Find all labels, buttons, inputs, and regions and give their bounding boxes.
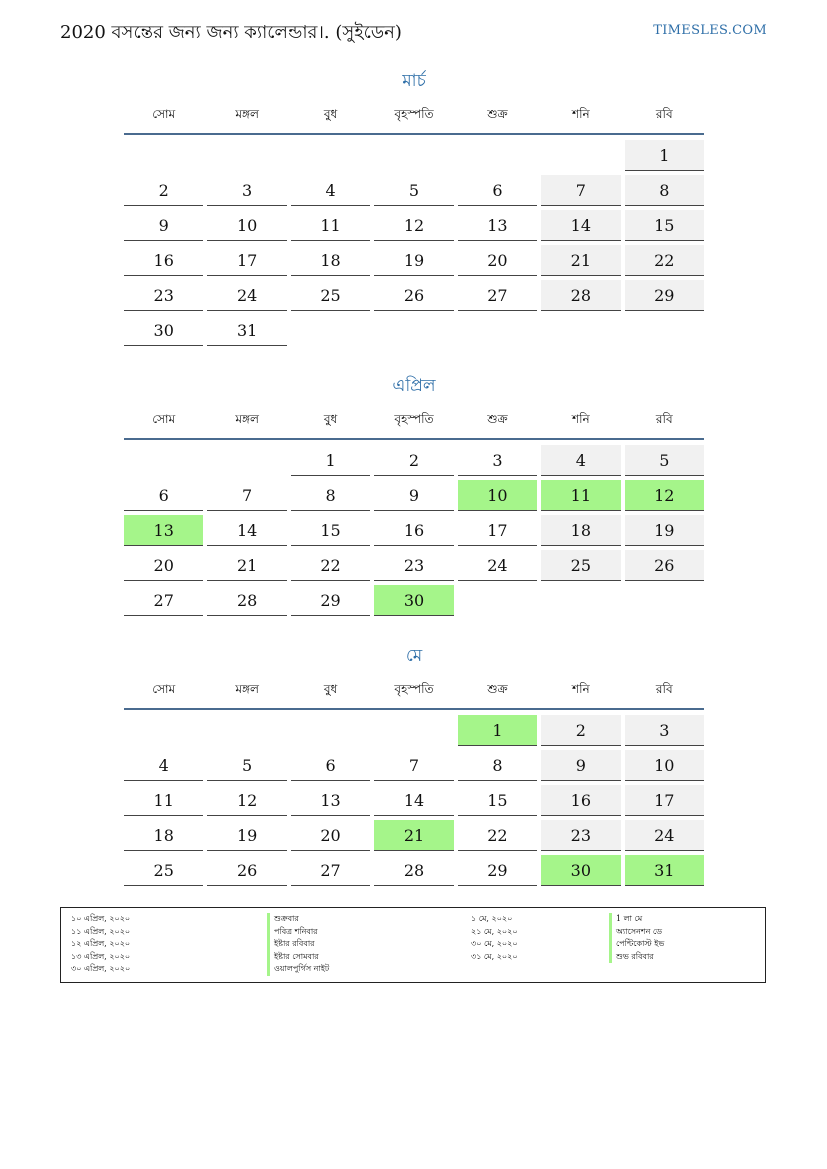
day-cell: 24 [458, 550, 537, 581]
day-cell: 3 [458, 445, 537, 476]
empty-cell [374, 140, 453, 171]
day-cell: 20 [291, 820, 370, 851]
weekday-label: সোম [152, 412, 176, 426]
legend-holiday-name: 1 লা মে [609, 913, 664, 926]
weekday-label: বুধ [323, 682, 338, 696]
day-cell: 2 [374, 445, 453, 476]
day-cell: 23 [124, 280, 203, 311]
day-cell: 19 [374, 245, 453, 276]
holiday-day-cell: 30 [374, 585, 453, 616]
day-cell: 25 [124, 855, 203, 886]
days-grid [124, 715, 704, 886]
day-cell: 7 [374, 750, 453, 781]
day-cell: 4 [124, 750, 203, 781]
weekend-day-cell: 26 [625, 550, 704, 581]
day-cell: 31 [207, 315, 286, 346]
weekend-day-cell: 25 [541, 550, 620, 581]
empty-cell [625, 315, 704, 346]
legend-holiday-name: ইষ্টার সোমবার [267, 951, 329, 964]
day-cell: 10 [207, 210, 286, 241]
day-cell: 26 [374, 280, 453, 311]
legend-names-a [267, 913, 329, 976]
day-cell: 16 [124, 245, 203, 276]
day-cell: 12 [207, 785, 286, 816]
day-cell: 17 [458, 515, 537, 546]
legend-date: ১ মে, ২০২০ [471, 914, 513, 923]
weekday-label: মঙ্গল [235, 107, 259, 121]
empty-cell [541, 585, 620, 616]
weekday-header [124, 408, 704, 438]
legend-holiday-name: ওয়ালপুর্গিস নাইট [267, 963, 329, 976]
weekend-day-cell: 1 [625, 140, 704, 171]
day-cell: 17 [207, 245, 286, 276]
weekend-day-cell: 17 [625, 785, 704, 816]
day-cell: 20 [124, 550, 203, 581]
day-cell: 14 [207, 515, 286, 546]
weekend-day-cell: 18 [541, 515, 620, 546]
legend-holiday-name: অ্যাসেনশন ডে [609, 926, 664, 939]
weekend-day-cell: 8 [625, 175, 704, 206]
legend-date: ১৩ এপ্রিল, ২০২০ [71, 951, 131, 961]
weekday-label: শুক্র [487, 412, 508, 426]
month-march [124, 68, 704, 346]
day-cell: 22 [291, 550, 370, 581]
header-rule [124, 708, 704, 710]
day-cell: 5 [207, 750, 286, 781]
weekend-day-cell: 5 [625, 445, 704, 476]
day-cell: 8 [458, 750, 537, 781]
weekend-day-cell: 10 [625, 750, 704, 781]
day-cell: 20 [458, 245, 537, 276]
day-cell: 16 [374, 515, 453, 546]
weekend-day-cell: 9 [541, 750, 620, 781]
legend-date: ১১ এপ্রিল, ২০২০ [71, 926, 131, 936]
weekend-day-cell: 2 [541, 715, 620, 746]
day-cell: 6 [124, 480, 203, 511]
day-cell: 6 [458, 175, 537, 206]
weekday-header [124, 103, 704, 133]
holiday-day-cell: 13 [124, 515, 203, 546]
holiday-day-cell: 12 [625, 480, 704, 511]
day-cell: 2 [124, 175, 203, 206]
header-rule [124, 133, 704, 135]
weekday-label: সোম [152, 682, 176, 696]
month-title: মে [405, 646, 423, 666]
weekday-label: রবি [655, 412, 673, 426]
day-cell: 9 [374, 480, 453, 511]
day-cell: 28 [374, 855, 453, 886]
day-cell: 18 [124, 820, 203, 851]
page-title: 2020 বসন্তের জন্য জন্য ক্যালেন্ডার।. (সুইডেন) [60, 22, 402, 43]
legend-date: ১০ এপ্রিল, ২০২০ [71, 914, 131, 923]
day-cell: 11 [124, 785, 203, 816]
empty-cell [458, 140, 537, 171]
legend-dates-a [71, 913, 130, 976]
weekend-day-cell: 28 [541, 280, 620, 311]
day-cell: 27 [458, 280, 537, 311]
legend-date: ২১ মে, ২০২০ [471, 926, 518, 936]
legend-holiday-name: ইষ্টার রবিবার [267, 938, 329, 951]
empty-cell [207, 140, 286, 171]
empty-cell [374, 315, 453, 346]
weekday-label: সোম [152, 107, 176, 121]
legend-date: ৩১ মে, ২০২০ [471, 951, 518, 961]
holiday-day-cell: 10 [458, 480, 537, 511]
day-cell: 29 [458, 855, 537, 886]
day-cell: 5 [374, 175, 453, 206]
day-cell: 27 [124, 585, 203, 616]
day-cell: 1 [291, 445, 370, 476]
day-cell: 4 [291, 175, 370, 206]
day-cell: 3 [207, 175, 286, 206]
empty-cell [541, 140, 620, 171]
empty-cell [124, 140, 203, 171]
empty-cell [124, 715, 203, 746]
weekend-day-cell: 22 [625, 245, 704, 276]
holiday-day-cell: 31 [625, 855, 704, 886]
day-cell: 23 [374, 550, 453, 581]
empty-cell [625, 585, 704, 616]
legend-holiday-name: পবিত্র শনিবার [267, 926, 329, 939]
weekday-label: বুধ [323, 107, 338, 121]
day-cell: 25 [291, 280, 370, 311]
holiday-day-cell: 11 [541, 480, 620, 511]
weekend-day-cell: 24 [625, 820, 704, 851]
weekday-header [124, 678, 704, 708]
month-may [124, 643, 704, 886]
weekday-label: মঙ্গল [235, 412, 259, 426]
day-cell: 8 [291, 480, 370, 511]
empty-cell [124, 445, 203, 476]
empty-cell [374, 715, 453, 746]
weekday-label: বৃহস্পতি [394, 412, 434, 426]
weekday-label: শুক্র [487, 107, 508, 121]
empty-cell [291, 140, 370, 171]
weekday-label: রবি [655, 107, 673, 121]
weekday-label: শুক্র [487, 682, 508, 696]
weekend-day-cell: 16 [541, 785, 620, 816]
weekend-day-cell: 4 [541, 445, 620, 476]
day-cell: 30 [124, 315, 203, 346]
day-cell: 13 [458, 210, 537, 241]
day-cell: 24 [207, 280, 286, 311]
day-cell: 15 [291, 515, 370, 546]
weekend-day-cell: 14 [541, 210, 620, 241]
weekend-day-cell: 29 [625, 280, 704, 311]
days-grid [124, 140, 704, 346]
days-grid [124, 445, 704, 616]
day-cell: 19 [207, 820, 286, 851]
weekend-day-cell: 7 [541, 175, 620, 206]
empty-cell [291, 315, 370, 346]
weekday-label: মঙ্গল [235, 682, 259, 696]
legend-date: ৩০ মে, ২০২০ [471, 939, 518, 948]
weekend-day-cell: 15 [625, 210, 704, 241]
day-cell: 13 [291, 785, 370, 816]
holiday-day-cell: 1 [458, 715, 537, 746]
month-title: এপ্রিল [392, 376, 436, 396]
legend-date: ১২ এপ্রিল, ২০২০ [71, 939, 131, 948]
weekend-day-cell: 3 [625, 715, 704, 746]
holiday-day-cell: 21 [374, 820, 453, 851]
weekday-label: রবি [655, 682, 673, 696]
day-cell: 21 [207, 550, 286, 581]
day-cell: 6 [291, 750, 370, 781]
day-cell: 29 [291, 585, 370, 616]
weekday-label: শনি [572, 682, 590, 696]
weekday-label: বুধ [323, 412, 338, 426]
day-cell: 11 [291, 210, 370, 241]
empty-cell [291, 715, 370, 746]
day-cell: 9 [124, 210, 203, 241]
day-cell: 28 [207, 585, 286, 616]
empty-cell [458, 315, 537, 346]
holiday-legend [60, 907, 766, 983]
day-cell: 27 [291, 855, 370, 886]
weekend-day-cell: 21 [541, 245, 620, 276]
holiday-day-cell: 30 [541, 855, 620, 886]
legend-holiday-name: পেন্টিকোস্ট ইভ [609, 938, 664, 951]
weekend-day-cell: 23 [541, 820, 620, 851]
empty-cell [207, 715, 286, 746]
day-cell: 26 [207, 855, 286, 886]
day-cell: 18 [291, 245, 370, 276]
day-cell: 12 [374, 210, 453, 241]
empty-cell [458, 585, 537, 616]
header-rule [124, 438, 704, 440]
day-cell: 7 [207, 480, 286, 511]
month-april [124, 373, 704, 616]
legend-names-b [609, 913, 664, 963]
day-cell: 22 [458, 820, 537, 851]
weekend-day-cell: 19 [625, 515, 704, 546]
weekday-label: শনি [572, 412, 590, 426]
empty-cell [207, 445, 286, 476]
legend-holiday-name: শুভ রবিবার [609, 951, 664, 964]
month-title: মার্চ [402, 71, 426, 91]
weekday-label: বৃহস্পতি [394, 107, 434, 121]
weekday-label: শনি [572, 107, 590, 121]
weekday-label: বৃহস্পতি [394, 682, 434, 696]
empty-cell [541, 315, 620, 346]
day-cell: 15 [458, 785, 537, 816]
legend-dates-b [471, 913, 518, 963]
brand-link[interactable]: TIMESLES.COM [653, 23, 767, 38]
legend-date: ৩০ এপ্রিল, ২০২০ [71, 964, 131, 973]
legend-holiday-name: শুক্রবার [267, 913, 329, 926]
day-cell: 14 [374, 785, 453, 816]
